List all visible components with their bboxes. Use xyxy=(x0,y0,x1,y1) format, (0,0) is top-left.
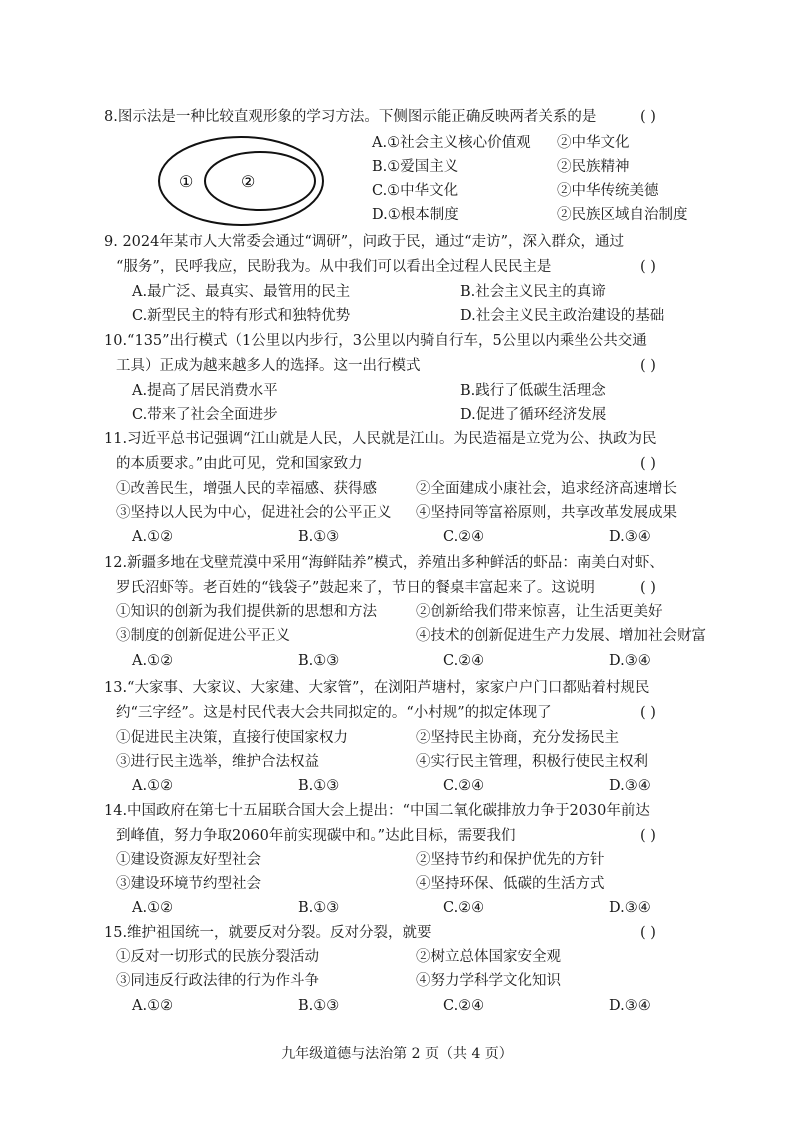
question-9-option: C.新型民主的特有形式和独特优势 xyxy=(132,308,351,324)
question-13-answer: B.①③ xyxy=(298,778,340,794)
inner-ellipse xyxy=(205,152,315,210)
question-13-paren: ( ) xyxy=(640,705,656,721)
question-11-answer: C.②④ xyxy=(443,529,485,545)
question-14-item: ③建设环境节约型社会 xyxy=(116,876,261,892)
question-9-stem: “服务”，民呼我应，民盼我为。从中我们可以看出全过程人民民主是 xyxy=(116,259,552,275)
question-14-item: ①建设资源友好型社会 xyxy=(116,852,261,868)
inner-label: ② xyxy=(241,172,256,191)
question-8-option-pair: ②民族区域自治制度 xyxy=(557,207,688,223)
question-8-stem: 8.图示法是一种比较直观形象的学习方法。下侧图示能正确反映两者关系的是 xyxy=(104,109,597,125)
question-13-item: ③进行民主选举，维护合法权益 xyxy=(116,754,319,770)
question-15-stem: 15.维护祖国统一，就要反对分裂。反对分裂，就要 xyxy=(104,925,432,941)
question-12-answer: B.①③ xyxy=(298,653,340,669)
question-13-item: ②坚持民主协商，充分发扬民主 xyxy=(416,730,619,746)
question-15-answer: D.③④ xyxy=(609,998,651,1014)
question-10-paren: ( ) xyxy=(640,358,656,374)
question-10-option: B.践行了低碳生活理念 xyxy=(460,383,606,399)
question-13-answer: A.①② xyxy=(132,778,174,794)
question-11-item: ②全面建成小康社会，追求经济高速增长 xyxy=(416,481,677,497)
question-14-stem: 到峰值，努力争取2060年前实现碳中和。”达此目标，需要我们 xyxy=(116,828,516,844)
question-8-option: A.①社会主义核心价值观 xyxy=(372,135,531,151)
question-12-item: ②创新给我们带来惊喜，让生活更美好 xyxy=(416,604,663,620)
question-14-answer: C.②④ xyxy=(443,900,485,916)
question-13-item: ④实行民主管理，积极行使民主权利 xyxy=(416,754,648,770)
question-14-item: ②坚持节约和保护优先的方针 xyxy=(416,852,605,868)
question-15-item: ①反对一切形式的民族分裂活动 xyxy=(116,949,319,965)
question-14-stem: 14.中国政府在第七十五届联合国大会上提出：“中国二氧化碳排放力争于2030年前达 xyxy=(104,803,650,819)
question-11-item: ①改善民生，增强人民的幸福感、获得感 xyxy=(116,481,377,497)
question-10-option: A.提高了居民消费水平 xyxy=(132,383,278,399)
question-14-item: ④坚持环保、低碳的生活方式 xyxy=(416,876,605,892)
question-11-item: ④坚持同等富裕原则，共享改革发展成果 xyxy=(416,505,677,521)
question-9-option: D.社会主义民主政治建设的基础 xyxy=(460,308,665,324)
question-14-answer: A.①② xyxy=(132,900,174,916)
question-15-paren: ( ) xyxy=(640,925,656,941)
page-footer: 九年级道德与法治第 2 页（共 4 页） xyxy=(281,1046,513,1062)
question-11-paren: ( ) xyxy=(640,456,656,472)
question-11-stem: 11.习近平总书记强调“江山就是人民，人民就是江山。为民造福是立党为公、执政为民 xyxy=(104,431,657,447)
question-15-item: ④努力学科学文化知识 xyxy=(416,973,561,989)
question-12-item: ①知识的创新为我们提供新的思想和方法 xyxy=(116,604,377,620)
question-12-item: ③制度的创新促进公平正义 xyxy=(116,628,290,644)
question-14-answer: D.③④ xyxy=(609,900,651,916)
question-12-paren: ( ) xyxy=(640,580,656,596)
question-12-stem: 12.新疆多地在戈壁荒漠中采用“海鲜陆养”模式，养殖出多种鲜活的虾品：南美白对虾、 xyxy=(104,555,664,571)
question-13-answer: D.③④ xyxy=(609,778,651,794)
question-8-option-pair: ②民族精神 xyxy=(557,159,630,175)
question-15-answer: C.②④ xyxy=(443,998,485,1014)
question-12-answer: D.③④ xyxy=(609,653,651,669)
question-13-stem: 约“三字经”。这是村民代表大会共同拟定的。“小村规”的拟定体现了 xyxy=(116,705,552,721)
question-9-paren: ( ) xyxy=(640,259,656,275)
question-12-item: ④技术的创新促进生产力发展、增加社会财富 xyxy=(416,628,706,644)
question-11-answer: D.③④ xyxy=(609,529,651,545)
question-10-option: C.带来了社会全面进步 xyxy=(132,407,278,423)
question-15-item: ③同违反行政法律的行为作斗争 xyxy=(116,973,319,989)
question-11-stem: 的本质要求。”由此可见，党和国家致力 xyxy=(116,456,363,472)
question-13-answer: C.②④ xyxy=(443,778,485,794)
question-10-option: D.促进了循环经济发展 xyxy=(460,407,607,423)
question-12-answer: A.①② xyxy=(132,653,174,669)
question-8-paren: ( ) xyxy=(640,109,656,125)
question-8-option: C.①中华文化 xyxy=(372,183,459,199)
question-8-option-pair: ②中华文化 xyxy=(557,135,630,151)
question-14-answer: B.①③ xyxy=(298,900,340,916)
question-14-paren: ( ) xyxy=(640,828,656,844)
venn-diagram xyxy=(157,135,327,230)
question-11-answer: A.①② xyxy=(132,529,174,545)
question-9-stem: 9. 2024年某市人大常委会通过“调研”，问政于民，通过“走访”，深入群众，通过 xyxy=(104,234,624,250)
question-8-option: D.①根本制度 xyxy=(372,207,459,223)
question-8-option-pair: ②中华传统美德 xyxy=(557,183,659,199)
question-9-option: A.最广泛、最真实、最管用的民主 xyxy=(132,284,351,300)
question-15-answer: A.①② xyxy=(132,998,174,1014)
question-12-answer: C.②④ xyxy=(443,653,485,669)
question-12-stem: 罗氏沼虾等。老百姓的“钱袋子”鼓起来了，节日的餐桌丰富起来了。这说明 xyxy=(116,580,595,596)
outer-label: ① xyxy=(179,172,194,191)
question-11-item: ③坚持以人民为中心，促进社会的公平正义 xyxy=(116,505,392,521)
question-13-item: ①促进民主决策，直接行使国家权力 xyxy=(116,730,348,746)
question-11-answer: B.①③ xyxy=(298,529,340,545)
question-13-stem: 13.“大家事、大家议、大家建、大家管”，在浏阳芦塘村，家家户户门口都贴着村规民 xyxy=(104,680,650,696)
question-15-item: ②树立总体国家安全观 xyxy=(416,949,561,965)
question-10-stem: 10.“135”出行模式（1公里以内步行，3公里以内骑自行车，5公里以内乘坐公共交通 xyxy=(104,333,647,349)
question-8-option: B.①爱国主义 xyxy=(372,159,459,175)
question-15-answer: B.①③ xyxy=(298,998,340,1014)
question-9-option: B.社会主义民主的真谛 xyxy=(460,284,606,300)
question-10-stem: 工具）正成为越来越多人的选择。这一出行模式 xyxy=(116,358,421,374)
